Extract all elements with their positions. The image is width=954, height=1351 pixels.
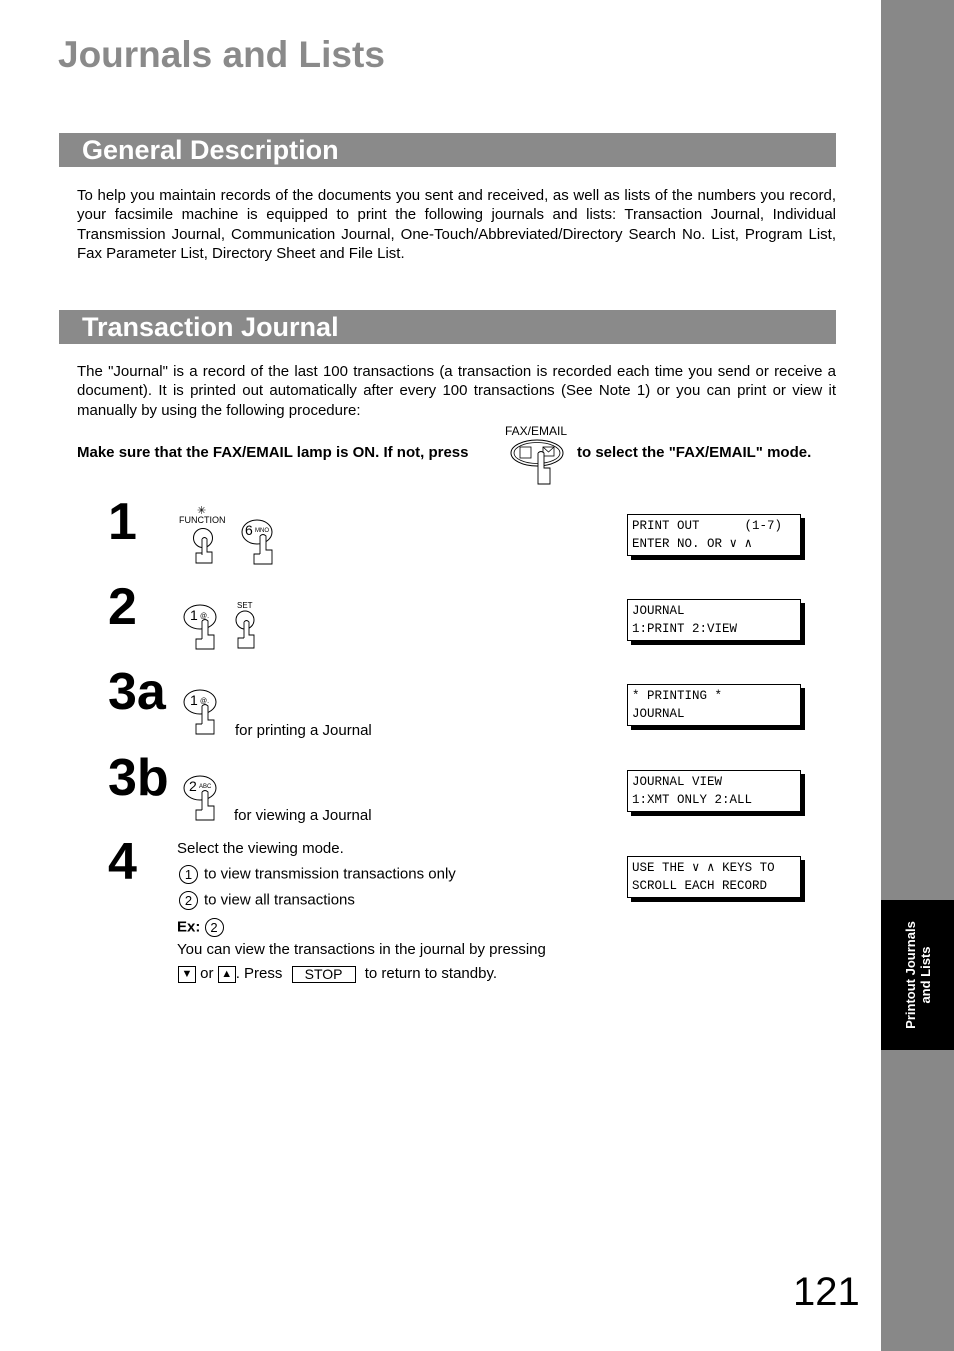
set-key-icon — [232, 610, 264, 650]
one-key-symbols: @. — [200, 613, 210, 620]
step4-intro: Select the viewing mode. — [177, 840, 344, 857]
lcd-line: SCROLL EACH RECORD — [632, 878, 768, 893]
or-text: or — [200, 965, 214, 982]
lcd-line: ENTER NO. OR ∨ ∧ — [632, 536, 753, 551]
one-key-digit: 1 — [190, 692, 198, 708]
page-title: Journals and Lists — [58, 34, 385, 75]
page-number: 121 — [793, 1270, 860, 1314]
lcd-display-step1 — [627, 514, 801, 556]
up-arrow-key: ▲ — [218, 966, 236, 983]
chapter-tab-label — [881, 900, 954, 1050]
section-heading-general: General Description — [59, 133, 836, 167]
lcd-line: * PRINTING * — [632, 689, 723, 703]
svg-text:✳: ✳ — [197, 504, 207, 517]
step-number-3a: 3a — [108, 663, 166, 721]
stop-key: STOP — [292, 966, 356, 983]
two-key-digit: 2 — [189, 778, 197, 794]
chapter-tab-line1: Printout Journals — [902, 921, 918, 1029]
lcd-display-step2 — [627, 599, 801, 641]
one-key-icon — [182, 688, 222, 736]
side-strip — [881, 0, 954, 1351]
two-key-icon — [182, 774, 222, 822]
chapter-tab-text — [903, 921, 933, 1029]
step3b-caption: for viewing a Journal — [234, 807, 372, 824]
one-key-icon — [182, 603, 222, 651]
general-description-text: To help you maintain records of the documents you sent and received, as well as lists of the numbers you record, your facsimile machine is equipped to print the following journals and lists: Transaction Journal, Individual Transmission Journal, Communication Journal, One-Touch/Abbreviated/Directory Search No. List, Program List, Fax Parameter List, Directory Sheet and File List. — [77, 187, 836, 262]
two-key-letters: ABC — [199, 784, 212, 790]
lcd-line: 1:PRINT 2:VIEW — [632, 621, 738, 636]
option-key-circle: 1 — [179, 865, 198, 884]
lcd-line: PRINT OUT (1-7) — [632, 519, 783, 533]
step-number-2: 2 — [108, 578, 137, 636]
one-key-symbols: @. — [200, 698, 210, 705]
lcd-display-step4 — [627, 856, 801, 898]
step4-example — [177, 918, 230, 937]
step4-keys-line — [178, 965, 497, 983]
step-number-1: 1 — [108, 493, 137, 551]
lcd-line: 1:XMT ONLY 2:ALL — [632, 792, 753, 807]
step4-option-2 — [179, 891, 355, 910]
example-key-circle: 2 — [205, 918, 224, 937]
section-heading-transaction: Transaction Journal — [59, 310, 836, 344]
six-key-digit: 6 — [245, 522, 253, 538]
lcd-line: JOURNAL — [632, 604, 685, 618]
step3a-caption: for printing a Journal — [235, 722, 372, 739]
function-key-icon — [190, 503, 222, 567]
lcd-display-step3b — [627, 770, 801, 812]
return-text: to return to standby. — [364, 965, 498, 982]
press-text: . Press — [235, 965, 283, 982]
lcd-line: JOURNAL VIEW — [632, 775, 723, 789]
lcd-line: JOURNAL — [632, 706, 685, 721]
one-key-digit: 1 — [190, 607, 198, 623]
step-number-4: 4 — [108, 833, 137, 891]
fax-email-key-icon — [508, 438, 568, 486]
step4-view-text: You can view the transactions in the journal by pressing — [177, 941, 546, 958]
example-label: Ex: — [177, 918, 201, 936]
lcd-line: USE THE ∨ ∧ KEYS TO — [632, 861, 775, 875]
notice-part2: to select the "FAX/EMAIL" mode. — [577, 444, 812, 461]
six-key-letters: MNO — [255, 528, 269, 534]
notice-part1: Make sure that the FAX/EMAIL lamp is ON. If not, press — [77, 444, 469, 461]
down-arrow-key: ▼ — [178, 966, 196, 983]
option-key-circle: 2 — [179, 891, 198, 910]
function-key-label: FUNCTION — [179, 515, 226, 525]
chapter-tab-line2: and Lists — [917, 946, 933, 1004]
step4-option-1 — [179, 865, 456, 884]
fax-email-key-label: FAX/EMAIL — [505, 424, 568, 438]
transaction-journal-text: The "Journal" is a record of the last 100 transactions (a transaction is recorded each time you send or receive a document). It is printed out automatically after every 100 transactions (See Note 1) or you can print or view it manually by using the following procedure: — [77, 363, 836, 419]
step-number-3b: 3b — [108, 749, 169, 807]
set-key-label: SET — [237, 601, 253, 610]
lcd-display-step3a — [627, 684, 801, 726]
option-text: to view all transactions — [204, 891, 355, 909]
option-text: to view transmission transactions only — [204, 865, 456, 883]
